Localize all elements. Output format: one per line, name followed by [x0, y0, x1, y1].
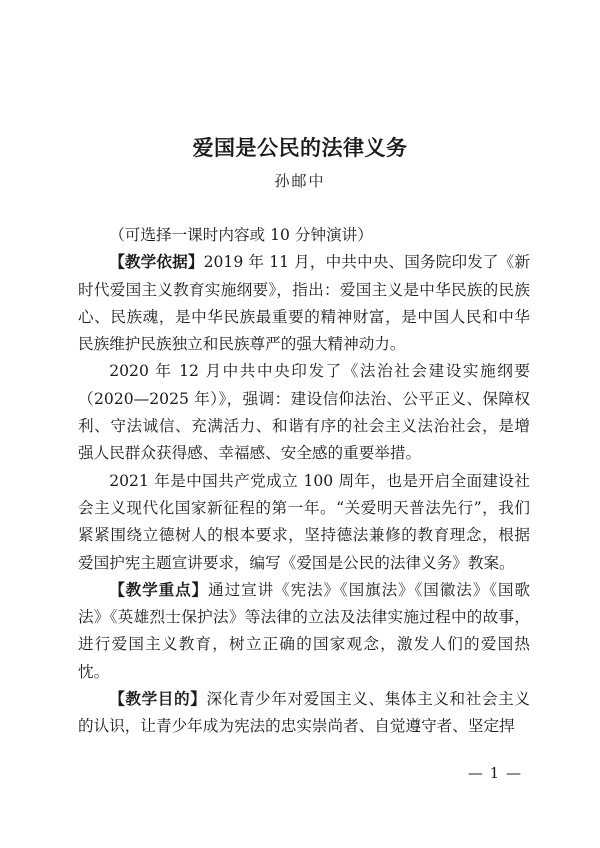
document-author: 孙邮中 — [274, 172, 326, 190]
paragraph-teaching-basis — [78, 249, 530, 358]
paragraph-text: 通过宣讲《宪法》《国旗法》《国徽法》《国歌法》《英雄烈士保护法》等法律的立法及法律实施过程中的故事，进行爱国主义教育，树立正确的国家观念，激发人们的爱国热忱。 — [78, 580, 530, 681]
paragraph-text: 2020 年 12 月中共中央印发了《法治社会建设实施纲要（2020—2025 年）》，强调：建设信仰法治、公平正义、保障权利、守法诚信、充满活力、和谐有序的社会主义法治社会，是增强人民群众获得感、幸福感、安全感的重要举措。 — [78, 362, 530, 463]
page-number: — 1 — — [467, 764, 522, 782]
paragraph-teaching-purpose — [78, 686, 530, 741]
paragraph-label: 【教学目的】 — [109, 690, 207, 709]
paragraph-rule-of-law-outline — [78, 358, 530, 467]
paragraph-teaching-focus — [78, 577, 530, 686]
paragraph-label: 【教学依据】 — [109, 253, 204, 272]
document-note: （可选择一课时内容或 10 分钟演讲） — [109, 226, 373, 244]
paragraph-text: 深化青少年对爱国主义、集体主义和社会主义的认识，让青少年成为宪法的忠实崇尚者、自觉遵守者、坚定捍 — [78, 690, 530, 736]
paragraph-centenary — [78, 468, 530, 577]
document-body — [78, 222, 530, 741]
paragraph-text: 2021 年是中国共产党成立 100 周年，也是开启全面建设社会主义现代化国家新征程的第一年。“关爱明天普法先行”，我们紧紧围绕立德树人的根本要求，坚持德法兼修的教育理念，根据爱国护宪主题宣讲要求，编写《爱国是公民的法律义务》教案。 — [78, 471, 530, 572]
paragraph-label: 【教学重点】 — [109, 580, 209, 599]
paragraph-text: 2019 年 11 月，中共中央、国务院印发了《新时代爱国主义教育实施纲要》，指出：爱国主义是中华民族的民族心、民族魂，是中华民族最重要的精神财富，是中国人民和中华民族维护民族独立和民族尊严的强大精神动力。 — [78, 253, 530, 354]
document-title: 爱国是公民的法律义务 — [192, 135, 408, 160]
